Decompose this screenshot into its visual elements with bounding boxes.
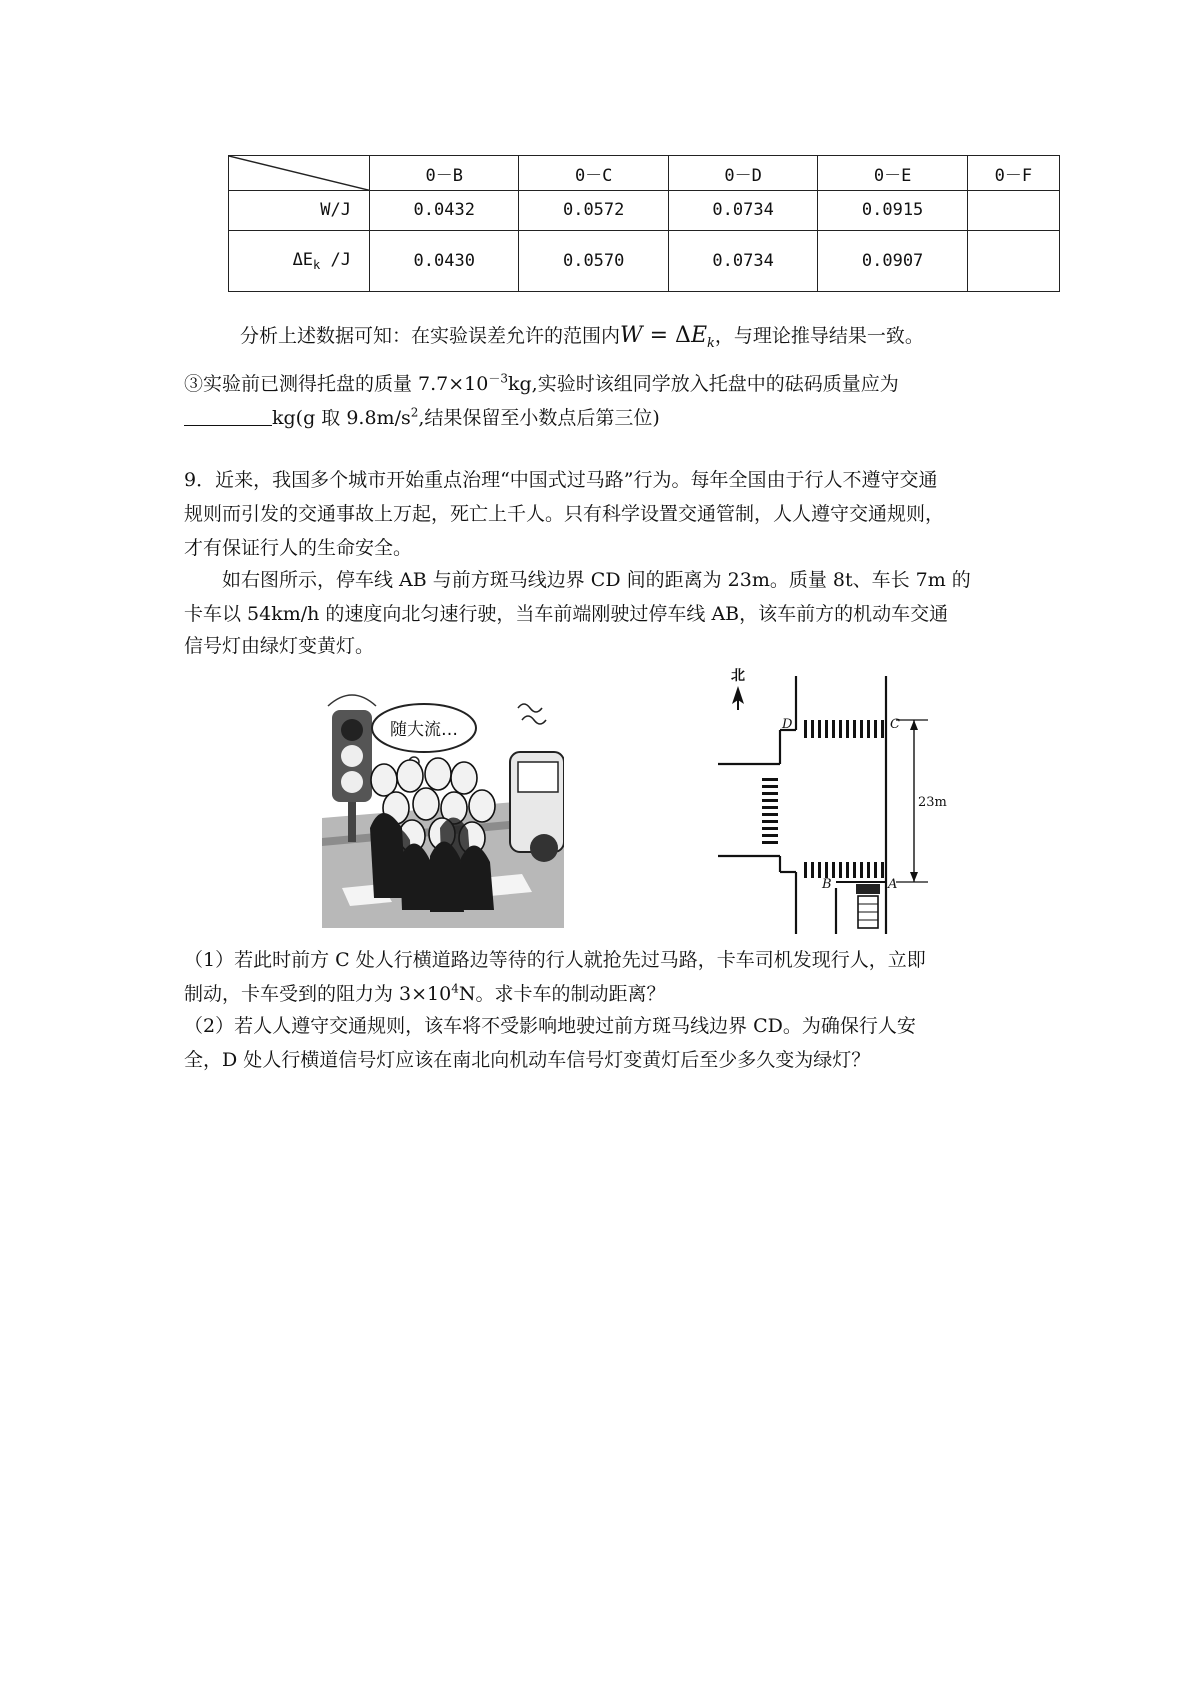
analysis-tail: ，与理论推导结果一致。 bbox=[714, 325, 924, 347]
label-d: D bbox=[782, 717, 793, 732]
q9-p2-line3: 信号灯由绿灯变黄灯。 bbox=[184, 635, 375, 657]
answer-blank[interactable] bbox=[184, 405, 272, 426]
bubble-text: 随大流… bbox=[390, 720, 458, 740]
q9-p1-line3: 才有保证行人的生命安全。 bbox=[184, 537, 413, 559]
table-header-row bbox=[229, 156, 1060, 191]
q3-text-b: kg,实验时该组同学放入托盘中的砝码质量应为 bbox=[508, 373, 899, 395]
q9-sub1-line1: （1）若此时前方 C 处人行横道路边等待的行人就抢先过马路，卡车司机发现行人，立即 bbox=[184, 949, 926, 971]
table-cell: 0.0572 bbox=[519, 191, 668, 230]
q9-p2-line1: 如右图所示，停车线 AB 与前方斑马线边界 CD 间的距离为 23m。质量 8t、车长 7m 的 bbox=[222, 569, 971, 591]
q9-p1-line2: 规则而引发的交通事故上万起，死亡上千人。只有科学设置交通管制，人人遵守交通规则， bbox=[184, 503, 945, 525]
q3-line1 bbox=[184, 370, 899, 398]
q9-p2-line2: 卡车以 54km/h 的速度向北匀速行驶，当车前端刚驶过停车线 AB，该车前方的机动车交通 bbox=[184, 603, 949, 625]
table-cell: 0.0915 bbox=[818, 191, 967, 230]
work-energy-table bbox=[228, 155, 1060, 292]
label-b: B bbox=[822, 877, 832, 892]
north-arrow-icon bbox=[732, 686, 744, 710]
q9-p1-line1: 9．近来，我国多个城市开始重点治理“中国式过马路”行为。每年全国由于行人不遵守交通 bbox=[184, 469, 938, 491]
table-corner-cell bbox=[229, 156, 370, 191]
table-header-cell: 0－B bbox=[370, 156, 519, 191]
table-header-cell: 0－D bbox=[668, 156, 817, 191]
table-cell: 0.0570 bbox=[519, 230, 668, 291]
table-cell: 0.0734 bbox=[668, 191, 817, 230]
table-cell bbox=[967, 191, 1059, 230]
formula-e: E bbox=[690, 323, 708, 348]
formula-eq: = Δ bbox=[642, 323, 691, 348]
row-label-work: W/J bbox=[229, 191, 370, 230]
q9-sub2-line2: 全，D 处人行横道信号灯应该在南北向机动车信号灯变黄灯后至少多久变为绿灯？ bbox=[184, 1049, 871, 1071]
table-header-cell: 0－F bbox=[967, 156, 1059, 191]
crowd-crossing-cartoon bbox=[322, 688, 564, 928]
table-cell: 0.0432 bbox=[370, 191, 519, 230]
diagonal-line bbox=[229, 156, 369, 190]
q9-sub1-text-b: N。求卡车的制动距离？ bbox=[458, 983, 666, 1005]
table-row-work bbox=[229, 191, 1060, 230]
label-a: A bbox=[888, 877, 898, 892]
table-cell: 0.0907 bbox=[818, 230, 967, 291]
ek-subscript: k bbox=[313, 257, 321, 272]
table-row-kinetic-energy bbox=[229, 230, 1060, 291]
q3-text-a: ③实验前已测得托盘的质量 7.7×10 bbox=[184, 373, 489, 395]
q9-sub1-text-a: 制动，卡车受到的阻力为 3×10 bbox=[184, 983, 452, 1005]
label-c: C bbox=[890, 717, 900, 732]
north-label: 北 bbox=[731, 668, 745, 684]
ek-unit: /J bbox=[320, 249, 351, 270]
analysis-text: 分析上述数据可知：在实验误差允许的范围内 bbox=[240, 325, 621, 347]
south-crosswalk bbox=[804, 862, 884, 878]
q9-sub2-line1: （2）若人人遵守交通规则，该车将不受影响地驶过前方斑马线边界 CD。为确保行人安 bbox=[184, 1015, 916, 1037]
table-header-cell: 0－E bbox=[818, 156, 967, 191]
formula-sub: k bbox=[707, 336, 715, 351]
q9-sub1-line2 bbox=[184, 980, 666, 1008]
table-cell: 0.0734 bbox=[668, 230, 817, 291]
table-header-cell: 0－C bbox=[519, 156, 668, 191]
distance-label: 23m bbox=[918, 795, 947, 810]
formula-w: W bbox=[620, 323, 643, 348]
north-crosswalk bbox=[804, 720, 884, 738]
intersection-map bbox=[718, 666, 950, 934]
q3-text-c: kg(g 取 9.8m/s bbox=[272, 407, 411, 429]
truck-icon bbox=[856, 884, 880, 928]
table-cell bbox=[967, 230, 1059, 291]
row-label-kinetic-energy bbox=[229, 230, 370, 291]
q3-text-d: ,结果保留至小数点后第三位) bbox=[418, 407, 660, 429]
q3-exponent: －3 bbox=[488, 371, 508, 386]
table-cell: 0.0430 bbox=[370, 230, 519, 291]
q9-sub1-exponent: 4 bbox=[451, 981, 459, 996]
q3-exponent-2: 2 bbox=[410, 405, 419, 420]
analysis-line bbox=[240, 322, 924, 358]
west-crosswalk bbox=[762, 778, 778, 844]
q3-line2 bbox=[184, 404, 660, 432]
ek-symbol: ΔE bbox=[292, 249, 314, 270]
